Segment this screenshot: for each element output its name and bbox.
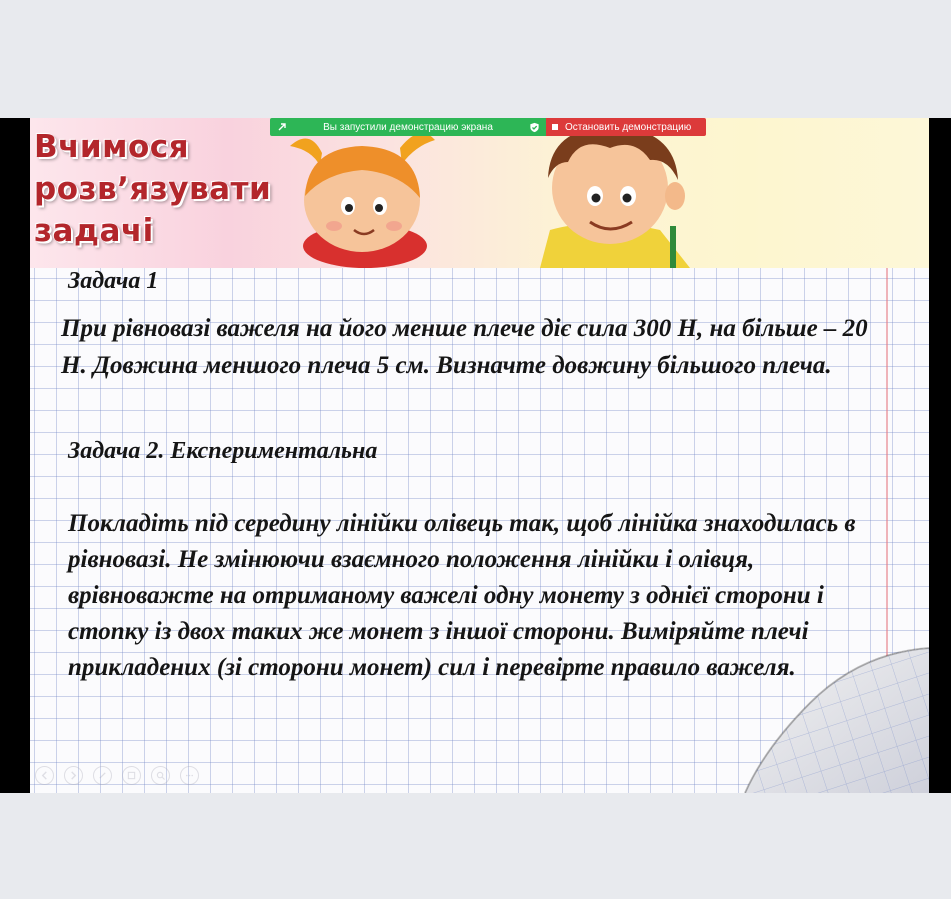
children-illustration: [250, 118, 750, 268]
banner-title-line-3: задачі: [34, 213, 154, 249]
slides-icon[interactable]: [122, 766, 141, 785]
stop-share-button[interactable]: [546, 118, 706, 136]
presentation-slide: [30, 118, 929, 793]
stop-share-label: Остановить демонстрацию: [565, 121, 692, 133]
share-status-pill: [270, 118, 546, 136]
shield-check-icon: [528, 121, 540, 133]
page-curl-decoration: [690, 498, 929, 793]
boy-figure: [540, 126, 690, 268]
slide-banner: [30, 118, 929, 268]
task1-title: Задача 1: [68, 268, 159, 294]
pen-icon[interactable]: [93, 766, 112, 785]
zoom-icon[interactable]: [151, 766, 170, 785]
share-status-label: Вы запустили демонстрацию экрана: [323, 121, 493, 133]
previous-icon[interactable]: [35, 766, 54, 785]
banner-title-line-2: розв’язувати: [34, 171, 272, 207]
presenter-controls: [35, 766, 199, 785]
viewer-top-area: [0, 0, 951, 118]
screen-share-bar: [270, 118, 706, 136]
share-arrow-icon: [276, 121, 288, 133]
viewer-bottom-area: [0, 793, 951, 899]
banner-title: [34, 126, 284, 252]
next-icon[interactable]: [64, 766, 83, 785]
banner-title-line-1: Вчимося: [34, 129, 190, 165]
screen-share-frame: [0, 118, 951, 793]
stop-square-icon: [552, 124, 558, 130]
task1-body: При рівновазі важеля на його менше плече діє сила 300 Н, на більше – 20 Н. Довжина меншого плеча 5 см. Визначте довжину більшого плеча.: [61, 315, 868, 379]
girl-figure: [290, 133, 435, 268]
more-icon[interactable]: [180, 766, 199, 785]
task2-title: Задача 2. Експериментальна: [68, 438, 378, 464]
task2-body: Покладіть під середину лінійки олівець так, щоб лінійка знаходилась в рівновазі. Не змінюючи взаємного положення лінійки і олівця, врівноважте на отриманому важелі одну монету з однієї сторони і стопку із двох таких же монет з іншої сторони. Виміряйте плечі прикладених (зі сторони монет) сил і перевірте правило важеля.: [68, 510, 856, 681]
